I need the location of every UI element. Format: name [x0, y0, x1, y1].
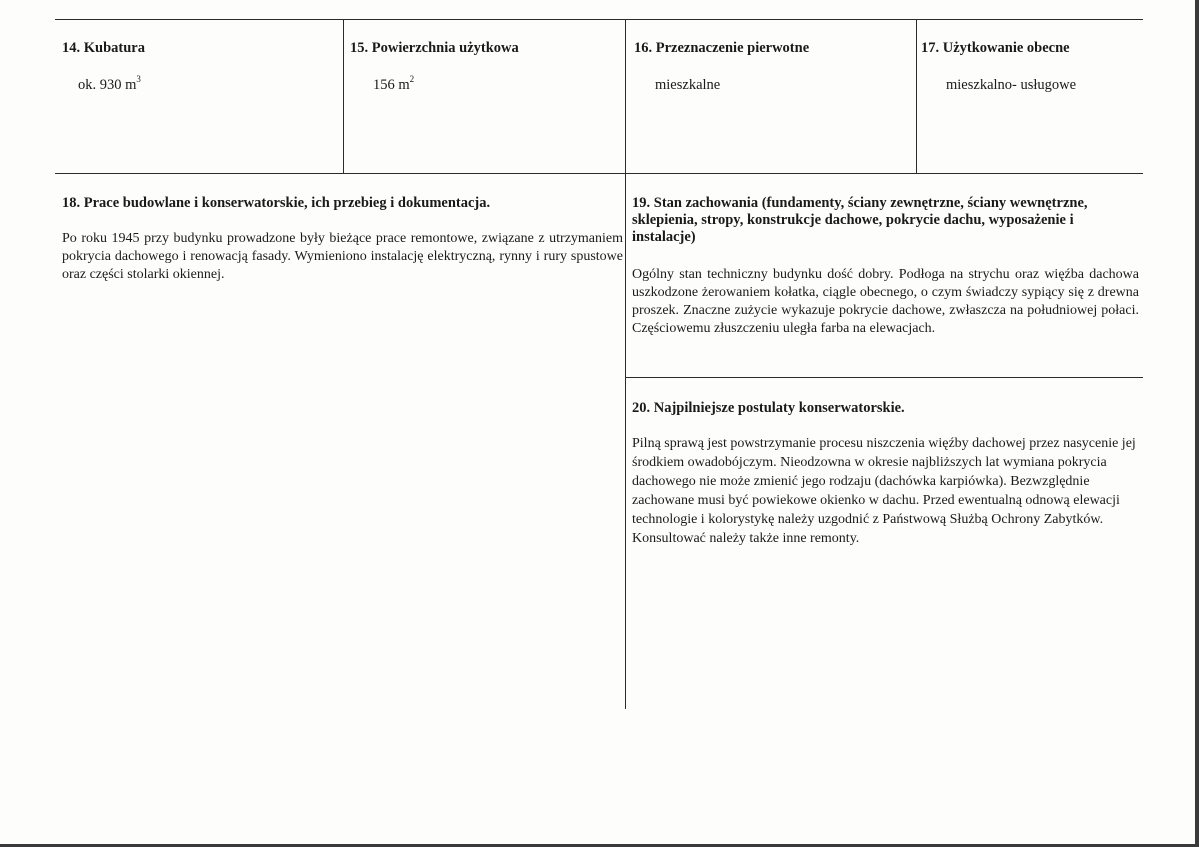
rule-f19-bottom: [625, 377, 1143, 378]
rule-top: [55, 19, 1143, 20]
field-15-title: 15. Powierzchnia użytkowa: [350, 40, 519, 56]
field-17-uzytkowanie: [921, 40, 1146, 94]
field-19-text: Ogólny stan techniczny budynku dość dobry. Podłoga na strychu oraz więźba dachowa uszkodzone żerowaniem kołatka, ciągle obecnego, o czym świadczy sypiący się z drewna proszek. Znaczne zużycie wykazuje pokrycie dachowe, zwłaszcza na południowej połaci. Częściowemu złuszczeniu uległa farba na elewacjach.: [632, 267, 1139, 336]
field-20-postulaty: [632, 400, 1139, 548]
field-14-kubatura: [62, 40, 337, 94]
field-16-value: mieszkalne: [655, 77, 721, 93]
field-17-title: 17. Użytkowanie obecne: [921, 40, 1070, 56]
field-16-title: 16. Przeznaczenie pierwotne: [634, 40, 810, 56]
field-18-prace: [62, 195, 623, 284]
field-15-value-exponent: 2: [409, 74, 415, 85]
field-14-value: [62, 74, 337, 94]
rule-row1-bottom: [55, 173, 1143, 174]
field-15-value: [350, 74, 620, 94]
field-17-value: mieszkalno- usługowe: [946, 77, 1077, 93]
field-16-przeznaczenie: [634, 40, 910, 94]
field-14-title: 14. Kubatura: [62, 40, 145, 56]
field-14-value-text: ok. 930 m: [78, 77, 137, 93]
field-20-title: 20. Najpilniejsze postulaty konserwatorskie.: [632, 400, 905, 416]
field-19-title: 19. Stan zachowania (fundamenty, ściany zewnętrzne, ściany wewnętrzne, sklepienia, stropy, konstrukcje dachowe, pokrycie dachu, wyposażenie i instalacje): [632, 195, 1088, 245]
field-15-powierzchnia: [350, 40, 620, 94]
field-19-stan-zachowania: [632, 195, 1139, 338]
rule-col-2: [625, 19, 626, 709]
field-20-text: Pilną sprawą jest powstrzymanie procesu niszczenia więźby dachowej przez nasycenie jej środkiem owadobójczym. Nieodzowna w okresie najbliższych lat wymiana pokrycia dachowego nie może zmienić jego rodzaju (dachówka karpiówka). Bezwzględnie zachowane musi być powiekowe okienko w dachu. Przed ewentualną odnową elewacji technologie i kolorystykę należy uzgodnić z Państwową Służbą Ochrony Zabytków. Konsultować należy także inne remonty.: [632, 436, 1136, 546]
field-14-value-exponent: 3: [136, 74, 141, 85]
rule-col-1: [343, 19, 344, 173]
field-18-title: 18. Prace budowlane i konserwatorskie, ich przebieg i dokumentacja.: [62, 195, 491, 211]
rule-col-3: [916, 19, 917, 173]
field-15-value-text: 156 m: [373, 77, 410, 93]
field-18-text: Po roku 1945 przy budynku prowadzone były bieżące prace remontowe, związane z utrzymaniem pokrycia dachowego i renowacją fasady. Wymieniono instalację elektryczną, rynny i rury spustowe oraz części stolarki okiennej.: [62, 231, 623, 282]
